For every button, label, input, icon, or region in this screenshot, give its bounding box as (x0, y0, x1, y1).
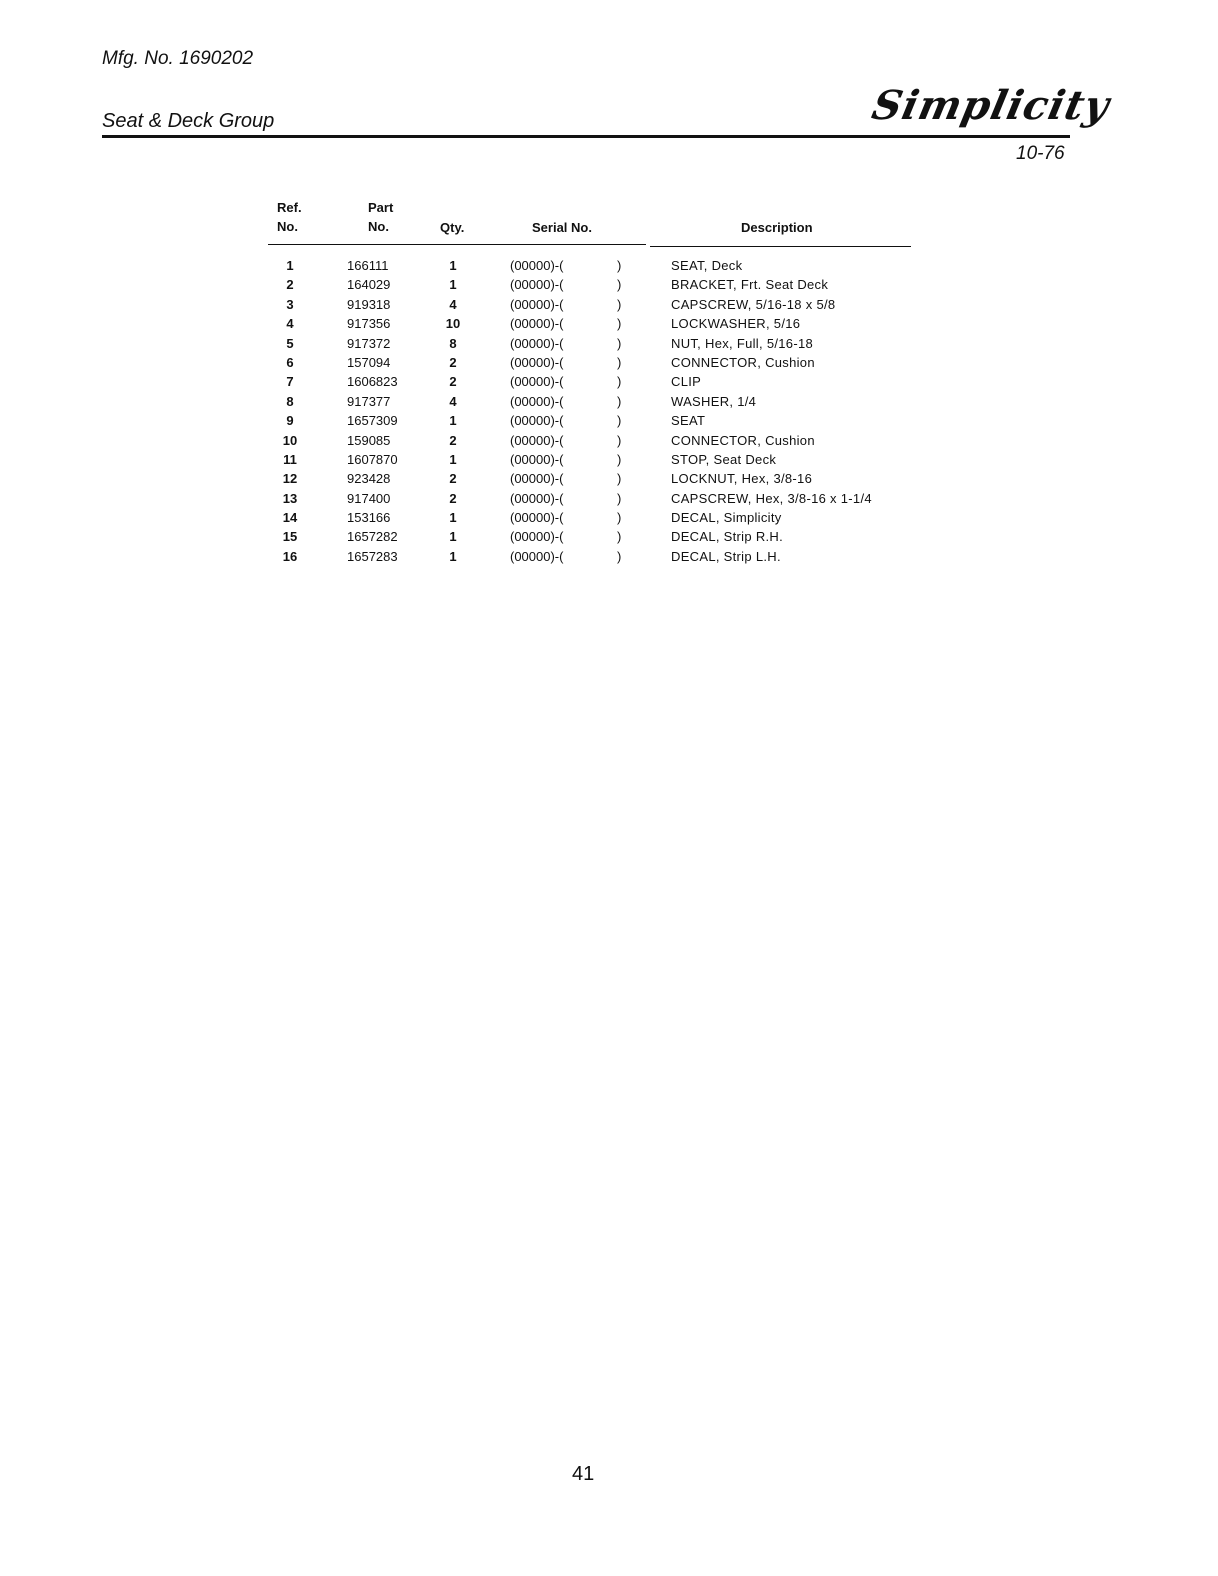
serial-cell: (00000)-( (510, 510, 564, 526)
description-cell: LOCKWASHER, 5/16 (671, 316, 801, 332)
part-number-cell: 917372 (347, 335, 391, 351)
ref-cell: 2 (286, 277, 294, 293)
header-description: Description (741, 220, 813, 235)
part-number-cell: 153166 (347, 510, 391, 526)
serial-close-cell: ) (617, 510, 622, 526)
serial-cell: (00000)-( (510, 335, 564, 351)
qty-cell: 2 (449, 490, 457, 506)
description-cell: CAPSCREW, Hex, 3/8-16 x 1-1/4 (671, 490, 872, 506)
part-number-cell: 1657282 (347, 529, 398, 545)
serial-close-cell: ) (617, 335, 622, 351)
header-underline-right (650, 246, 911, 247)
part-number-cell: 166111 (347, 258, 389, 273)
description-cell: STOP, Seat Deck (671, 451, 777, 467)
part-number-cell: 923428 (347, 471, 391, 487)
serial-close-cell: ) (617, 277, 622, 293)
table-row (0, 489, 1218, 508)
brand-logo: Simplicity (868, 82, 1115, 129)
table-row (0, 353, 1218, 372)
serial-close-cell: ) (617, 258, 622, 273)
ref-cell: 3 (286, 296, 294, 312)
table-row (0, 275, 1218, 294)
qty-cell: 2 (449, 471, 457, 487)
ref-cell: 14 (282, 510, 298, 526)
ref-cell: 5 (286, 335, 294, 351)
serial-close-cell: ) (617, 471, 622, 487)
serial-close-cell: ) (617, 451, 622, 467)
table-row (0, 431, 1218, 450)
serial-cell: (00000)-( (510, 471, 564, 487)
description-cell: DECAL, Strip R.H. (671, 529, 784, 545)
serial-close-cell: ) (617, 374, 622, 390)
qty-cell: 2 (449, 354, 457, 370)
header-rule (102, 135, 1070, 138)
header-qty: Qty. (440, 220, 465, 235)
table-row (0, 392, 1218, 411)
part-number-cell: 917400 (347, 490, 391, 506)
description-cell: NUT, Hex, Full, 5/16-18 (671, 335, 814, 351)
serial-cell: (00000)-( (510, 432, 564, 448)
description-cell: DECAL, Strip L.H. (671, 548, 781, 564)
serial-cell: (00000)-( (510, 316, 564, 332)
qty-cell: 4 (449, 393, 457, 409)
table-row (0, 469, 1218, 488)
serial-cell: (00000)-( (510, 296, 564, 312)
serial-close-cell: ) (617, 413, 622, 429)
description-cell: LOCKNUT, Hex, 3/8-16 (671, 471, 813, 487)
description-cell: CONNECTOR, Cushion (671, 432, 815, 448)
header-serial: Serial No. (532, 220, 592, 235)
description-cell: DECAL, Simplicity (671, 510, 782, 526)
part-number-cell: 917356 (347, 316, 391, 332)
qty-cell: 1 (449, 277, 457, 293)
part-number-cell: 917377 (347, 393, 391, 409)
serial-close-cell: ) (617, 354, 622, 370)
serial-cell: (00000)-( (510, 548, 564, 564)
serial-cell: (00000)-( (510, 393, 564, 409)
description-cell: SEAT, Deck (671, 258, 743, 273)
qty-cell: 1 (449, 258, 457, 273)
table-row (0, 334, 1218, 353)
part-number-cell: 1657309 (347, 413, 398, 429)
serial-close-cell: ) (617, 296, 622, 312)
qty-cell: 2 (449, 374, 457, 390)
serial-cell: (00000)-( (510, 490, 564, 506)
qty-cell: 4 (449, 296, 457, 312)
revision-date: 10-76 (1016, 143, 1065, 164)
header-ref: Ref. No. (277, 200, 302, 234)
serial-close-cell: ) (617, 548, 622, 564)
serial-cell: (00000)-( (510, 277, 564, 293)
ref-cell: 12 (282, 471, 298, 487)
serial-close-cell: ) (617, 393, 622, 409)
mfg-number: Mfg. No. 1690202 (102, 48, 254, 69)
serial-cell: (00000)-( (510, 354, 564, 370)
ref-cell: 15 (282, 529, 298, 545)
serial-cell: (00000)-( (510, 413, 564, 429)
table-row (0, 547, 1218, 566)
description-cell: SEAT (671, 413, 706, 429)
part-number-cell: 157094 (347, 354, 391, 370)
serial-cell: (00000)-( (510, 451, 564, 467)
header-part: Part No. (368, 200, 394, 234)
table-row (0, 314, 1218, 333)
description-cell: BRACKET, Frt. Seat Deck (671, 277, 829, 293)
serial-cell: (00000)-( (510, 374, 564, 390)
description-cell: WASHER, 1/4 (671, 393, 757, 409)
ref-cell: 4 (286, 316, 294, 332)
ref-cell: 8 (286, 393, 294, 409)
table-row (0, 527, 1218, 546)
page-number: 41 (572, 1463, 595, 1485)
qty-cell: 10 (445, 316, 461, 332)
description-cell: CONNECTOR, Cushion (671, 354, 815, 370)
part-number-cell: 919318 (347, 296, 391, 312)
serial-close-cell: ) (617, 432, 622, 448)
ref-cell: 1 (286, 258, 294, 273)
part-number-cell: 1657283 (347, 548, 398, 564)
qty-cell: 8 (449, 335, 457, 351)
description-cell: CAPSCREW, 5/16-18 x 5/8 (671, 296, 836, 312)
table-row (0, 295, 1218, 314)
qty-cell: 1 (449, 510, 457, 526)
serial-close-cell: ) (617, 529, 622, 545)
table-row (0, 372, 1218, 391)
table-body (0, 256, 1218, 566)
table-row (0, 508, 1218, 527)
part-number-cell: 1606823 (347, 374, 398, 390)
serial-close-cell: ) (617, 490, 622, 506)
ref-cell: 10 (282, 432, 298, 448)
table-row (0, 411, 1218, 430)
ref-cell: 6 (286, 354, 294, 370)
serial-cell: (00000)-( (510, 529, 564, 545)
ref-cell: 13 (282, 490, 298, 506)
table-row (0, 450, 1218, 469)
qty-cell: 1 (449, 413, 457, 429)
serial-cell: (00000)-( (510, 258, 564, 273)
qty-cell: 1 (449, 529, 457, 545)
qty-cell: 1 (449, 451, 457, 467)
ref-cell: 11 (283, 451, 297, 467)
qty-cell: 1 (449, 548, 457, 564)
header-underline-left (268, 244, 646, 245)
table-row (0, 256, 1218, 275)
ref-cell: 9 (286, 413, 294, 429)
ref-cell: 7 (286, 374, 294, 390)
qty-cell: 2 (449, 432, 457, 448)
serial-close-cell: ) (617, 316, 622, 332)
ref-cell: 16 (282, 548, 298, 564)
part-number-cell: 164029 (347, 277, 391, 293)
part-number-cell: 1607870 (347, 451, 398, 467)
part-number-cell: 159085 (347, 432, 391, 448)
description-cell: CLIP (671, 374, 702, 390)
group-title: Seat & Deck Group (102, 110, 275, 132)
